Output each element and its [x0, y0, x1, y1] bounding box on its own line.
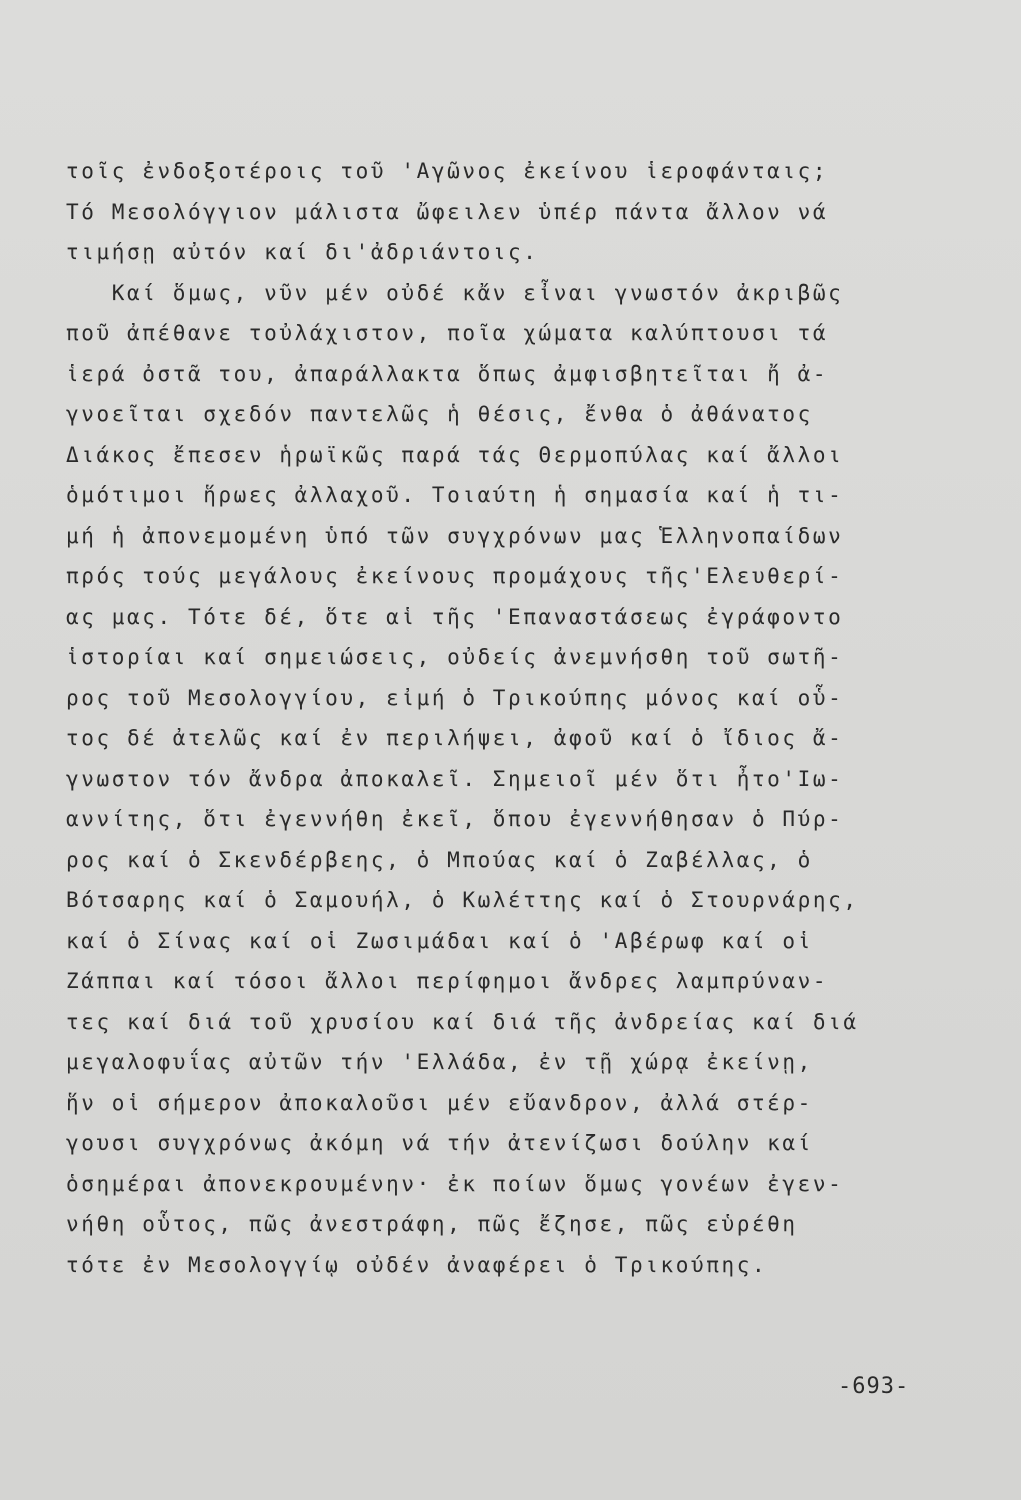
text-line: ἱστορίαι καί σημειώσεις, οὐδείς ἀνεμνήσθη τοῦ σωτῆ- [66, 645, 844, 669]
text-line: ὁσημέραι ἀπονεκρουμένην· ἐκ ποίων ὅμως γονέων ἐγεν- [66, 1171, 844, 1196]
body-text [66, 151, 946, 1285]
text-line: μή ἡ ἀπονεμομένη ὑπό τῶν συγχρόνων μας Ἑλληνοπαίδων [66, 523, 844, 548]
text-line: τες καί διά τοῦ χρυσίου καί διά τῆς ἀνδρείας καί διά [66, 1009, 859, 1034]
text-line: Βότσαρης καί ὁ Σαμουήλ, ὁ Κωλέττης καί ὁ Στουρνάρης, [66, 888, 859, 912]
text-line: τιμήσῃ αὐτόν καί δι'ἀδριάντοις. [66, 240, 539, 264]
text-line: ὁμότιμοι ἥρωες ἀλλαχοῦ. Τοιαύτη ἡ σημασία καί ἡ τι- [66, 483, 844, 507]
text-line: καί ὁ Σίνας καί οἱ Ζωσιμάδαι καί ὁ 'Αβέρωφ καί οἱ [66, 928, 813, 953]
text-line: Ζάππαι καί τόσοι ἄλλοι περίφημοι ἄνδρες λαμπρύναν- [66, 969, 829, 993]
text-line: ἱερά ὀστᾶ του, ἀπαράλλακτα ὅπως ἀμφισβητεῖται ἤ ἀ- [66, 361, 829, 386]
text-line: Τό Μεσολόγγιον μάλιστα ὤφειλεν ὑπέρ πάντα ἄλλον νά [66, 199, 829, 224]
text-line: ρος καί ὁ Σκενδέρβεης, ὁ Μπούας καί ὁ Ζαβέλλας, ὁ [66, 847, 813, 872]
text-line: πρός τούς μεγάλους ἐκείνους προμάχους τῆς'Ελευθερί- [66, 564, 844, 588]
page-number: -693- [838, 1374, 910, 1399]
text-line: ἥν οἱ σήμερον ἀποκαλοῦσι μέν εὔανδρον, ἀλλά στέρ- [66, 1090, 813, 1115]
text-line: ποῦ ἀπέθανε τοὐλάχιστον, ποῖα χώματα καλύπτουσι τά [66, 321, 829, 345]
text-line: γνωστον τόν ἄνδρα ἀποκαλεῖ. Σημειοῖ μέν ὅτι ἦτο'Ιω- [66, 766, 844, 791]
text-line: ρος τοῦ Μεσολογγίου, εἰμή ὁ Τρικούπης μόνος καί οὗ- [66, 685, 844, 710]
text-line: νήθη οὗτος, πῶς ἀνεστράφη, πῶς ἔζησε, πῶς εὑρέθη [66, 1212, 798, 1236]
text-line: γουσι συγχρόνως ἀκόμη νά τήν ἀτενίζωσι δούλην καί [66, 1131, 813, 1155]
text-line: τοῖς ἐνδοξοτέροις τοῦ 'Αγῶνος ἐκείνου ἱεροφάνταις; [66, 159, 829, 183]
text-line: τος δέ ἀτελῶς καί ἐν περιλήψει, ἀφοῦ καί ὁ ἴδιος ἄ- [66, 726, 844, 750]
text-line: αννίτης, ὅτι ἐγεννήθη ἐκεῖ, ὅπου ἐγεννήθησαν ὁ Πύρ- [66, 807, 844, 831]
text-line: ας μας. Τότε δέ, ὅτε αἱ τῆς 'Επαναστάσεως ἐγράφοντο [66, 604, 844, 629]
text-line: μεγαλοφυΐας αὐτῶν τήν 'Ελλάδα, ἐν τῇ χώρᾳ ἐκείνῃ, [66, 1050, 813, 1074]
text-line: Καί ὅμως, νῦν μέν οὐδέ κἄν εἶναι γνωστόν ἀκριβῶς [66, 280, 844, 305]
text-line: τότε ἐν Μεσολογγίῳ οὐδέν ἀναφέρει ὁ Τρικούπης. [66, 1252, 768, 1277]
text-line: γνοεῖται σχεδόν παντελῶς ἡ θέσις, ἔνθα ὁ ἀθάνατος [66, 402, 813, 426]
text-line: Διάκος ἔπεσεν ἡρωϊκῶς παρά τάς Θερμοπύλας καί ἄλλοι [66, 442, 844, 467]
